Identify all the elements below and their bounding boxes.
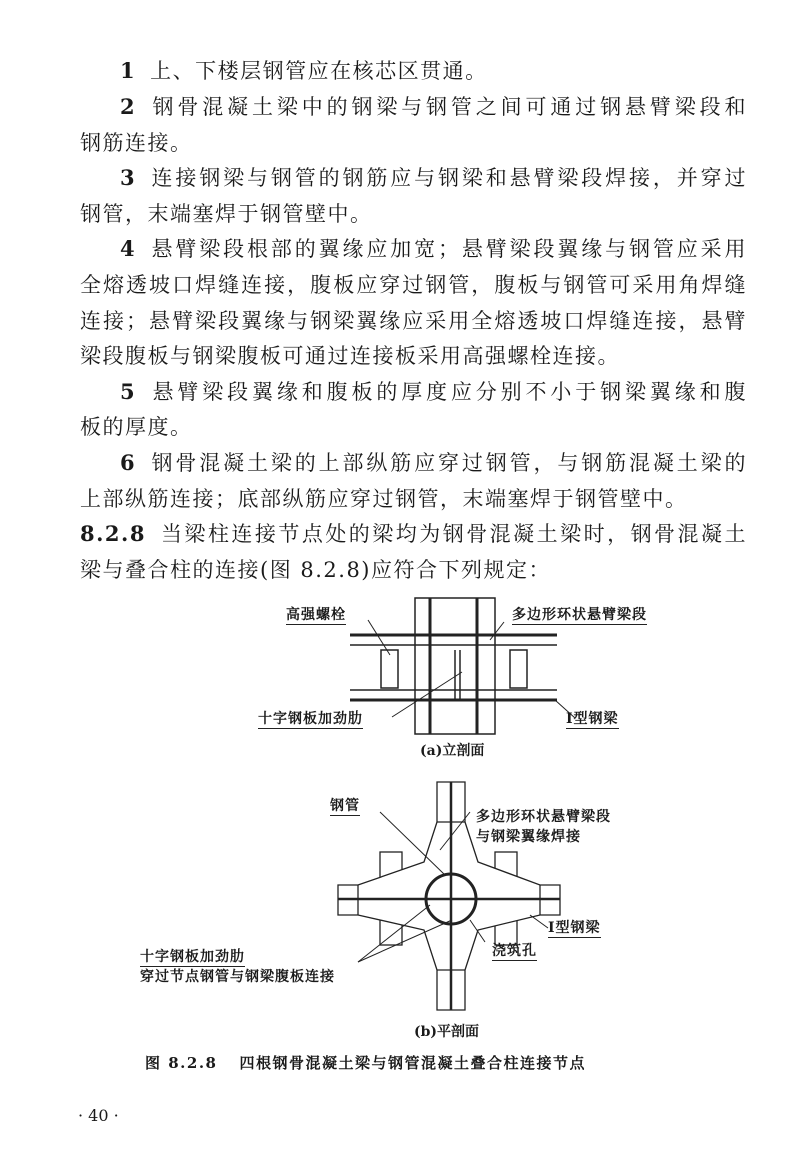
label-i-beam: I型钢梁 [548,917,601,938]
label-flange-weld: 与钢梁翼缘焊接 [476,829,581,845]
figure-title: 四根钢骨混凝土梁与钢管混凝土叠合柱连接节点 [239,1054,586,1072]
text-line: 钢管，末端塞焊于钢管壁中。 [80,202,373,226]
clause-number: 3 [120,165,137,190]
text-line: 全熔透坡口焊缝连接，腹板应穿过钢管，腹板与钢管可采用角焊缝 [80,273,747,297]
clause-text: 钢骨混凝土梁的上部纵筋应穿过钢管，与钢筋混凝土梁的 [150,451,747,475]
figure-a-caption: (a)立剖面 [420,743,485,759]
text-line: 上部纵筋连接；底部纵筋应穿过钢管，末端塞焊于钢管壁中。 [80,487,688,511]
label-high-strength-bolt: 高强螺栓 [286,604,346,625]
clause-text: 钢骨混凝土梁中的钢梁与钢管之间可通过钢悬臂梁段和 [150,95,747,119]
text-line: 梁段腹板与钢梁腹板可通过连接板采用高强螺栓连接。 [80,344,620,368]
clause-text: 悬臂梁段根部的翼缘应加宽；悬臂梁段翼缘与钢管应采用 [150,237,747,261]
figure-b-caption: (b)平剖面 [414,1024,480,1040]
clause-number: 5 [120,379,137,404]
text-line: 梁与叠合柱的连接(图 8.2.8)应符合下列规定： [80,558,551,582]
figure-caption [145,1052,586,1073]
label-cross-stiffener: 十字钢板加劲肋 [140,946,245,967]
figure-number: 图 8.2.8 [145,1054,218,1072]
page-number: · 40 · [78,1106,119,1125]
clause-text: 悬臂梁段翼缘和腹板的厚度应分别不小于钢梁翼缘和腹 [150,380,747,404]
clause-number: 1 [120,58,137,83]
label-steel-pipe: 钢管 [330,795,360,816]
clause-text: 连接钢梁与钢管的钢筋应与钢梁和悬臂梁段焊接，并穿过 [150,166,747,190]
label-cantilever-segment: 多边形环状悬臂梁段 [476,809,611,825]
clause-text: 上、下楼层钢管应在核芯区贯通。 [150,59,488,83]
clause-number: 4 [120,236,137,261]
section-number: 8.2.8 [80,521,146,546]
label-cantilever-segment: 多边形环状悬臂梁段 [512,604,647,625]
text-line: 板的厚度。 [80,415,193,439]
label-pouring-hole: 浇筑孔 [492,940,537,961]
clause-number: 6 [120,450,137,475]
label-i-beam: I型钢梁 [566,708,619,729]
section-text: 当梁柱连接节点处的梁均为钢骨混凝土梁时，钢骨混凝土 [159,522,747,546]
label-stiffener-connection: 穿过节点钢管与钢梁腹板连接 [140,969,335,985]
label-cross-stiffener: 十字钢板加劲肋 [258,708,363,729]
text-line: 钢筋连接。 [80,131,193,155]
text-line: 连接；悬臂梁段翼缘与钢梁翼缘应采用全熔透坡口焊缝连接，悬臂 [80,309,747,333]
clause-number: 2 [120,94,137,119]
